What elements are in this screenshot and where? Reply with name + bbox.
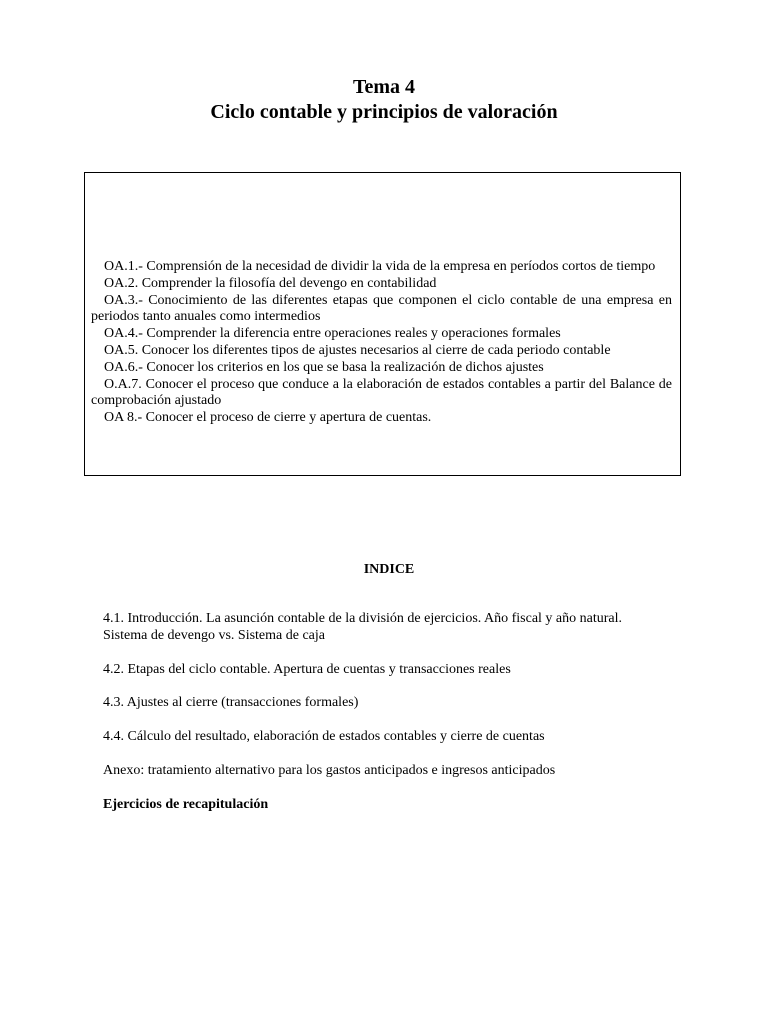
objective-item: OA.6.- Conocer los criterios en los que se basa la realización de dichos ajustes [104, 359, 544, 375]
objective-item: OA.2. Comprender la filosofía del devengo en contabilidad [104, 275, 437, 291]
objective-item: O.A.7. Conocer el proceso que conduce a la elaboración de estados contables a partir del Balance de comprobación ajustado [91, 376, 672, 409]
index-item: Anexo: tratamiento alternativo para los gastos anticipados e ingresos anticipados [103, 762, 556, 778]
objective-item: OA.3.- Conocimiento de las diferentes etapas que componen el ciclo contable de una empresa en periodos tanto anuales como intermedios [91, 292, 672, 325]
document-title: Ciclo contable y principios de valoración [210, 101, 558, 123]
index-item: 4.1. Introducción. La asunción contable de la división de ejercicios. Año fiscal y año natural. [103, 611, 623, 626]
index-item: 4.2. Etapas del ciclo contable. Apertura de cuentas y transacciones reales [103, 661, 511, 677]
index-item: 4.3. Ajustes al cierre (transacciones formales) [103, 695, 359, 711]
index-item: Sistema de devengo vs. Sistema de caja [103, 627, 325, 643]
learning-objectives-box [84, 172, 681, 476]
objective-item: OA.1.- Comprensión de la necesidad de dividir la vida de la empresa en períodos cortos de tiempo [104, 259, 656, 274]
objective-item: OA 8.- Conocer el proceso de cierre y apertura de cuentas. [104, 410, 432, 426]
objective-item: OA.4.- Comprender la diferencia entre operaciones reales y operaciones formales [104, 326, 561, 342]
objective-item: OA.5. Conocer los diferentes tipos de ajustes necesarios al cierre de cada periodo contable [104, 342, 611, 358]
index-item-exercises: Ejercicios de recapitulación [103, 796, 269, 812]
index-heading: INDICE [363, 562, 415, 577]
index-list [90, 611, 635, 814]
learning-objectives-list [91, 259, 672, 427]
document-title-number: Tema 4 [352, 76, 416, 98]
index-item: 4.4. Cálculo del resultado, elaboración de estados contables y cierre de cuentas [103, 729, 545, 745]
